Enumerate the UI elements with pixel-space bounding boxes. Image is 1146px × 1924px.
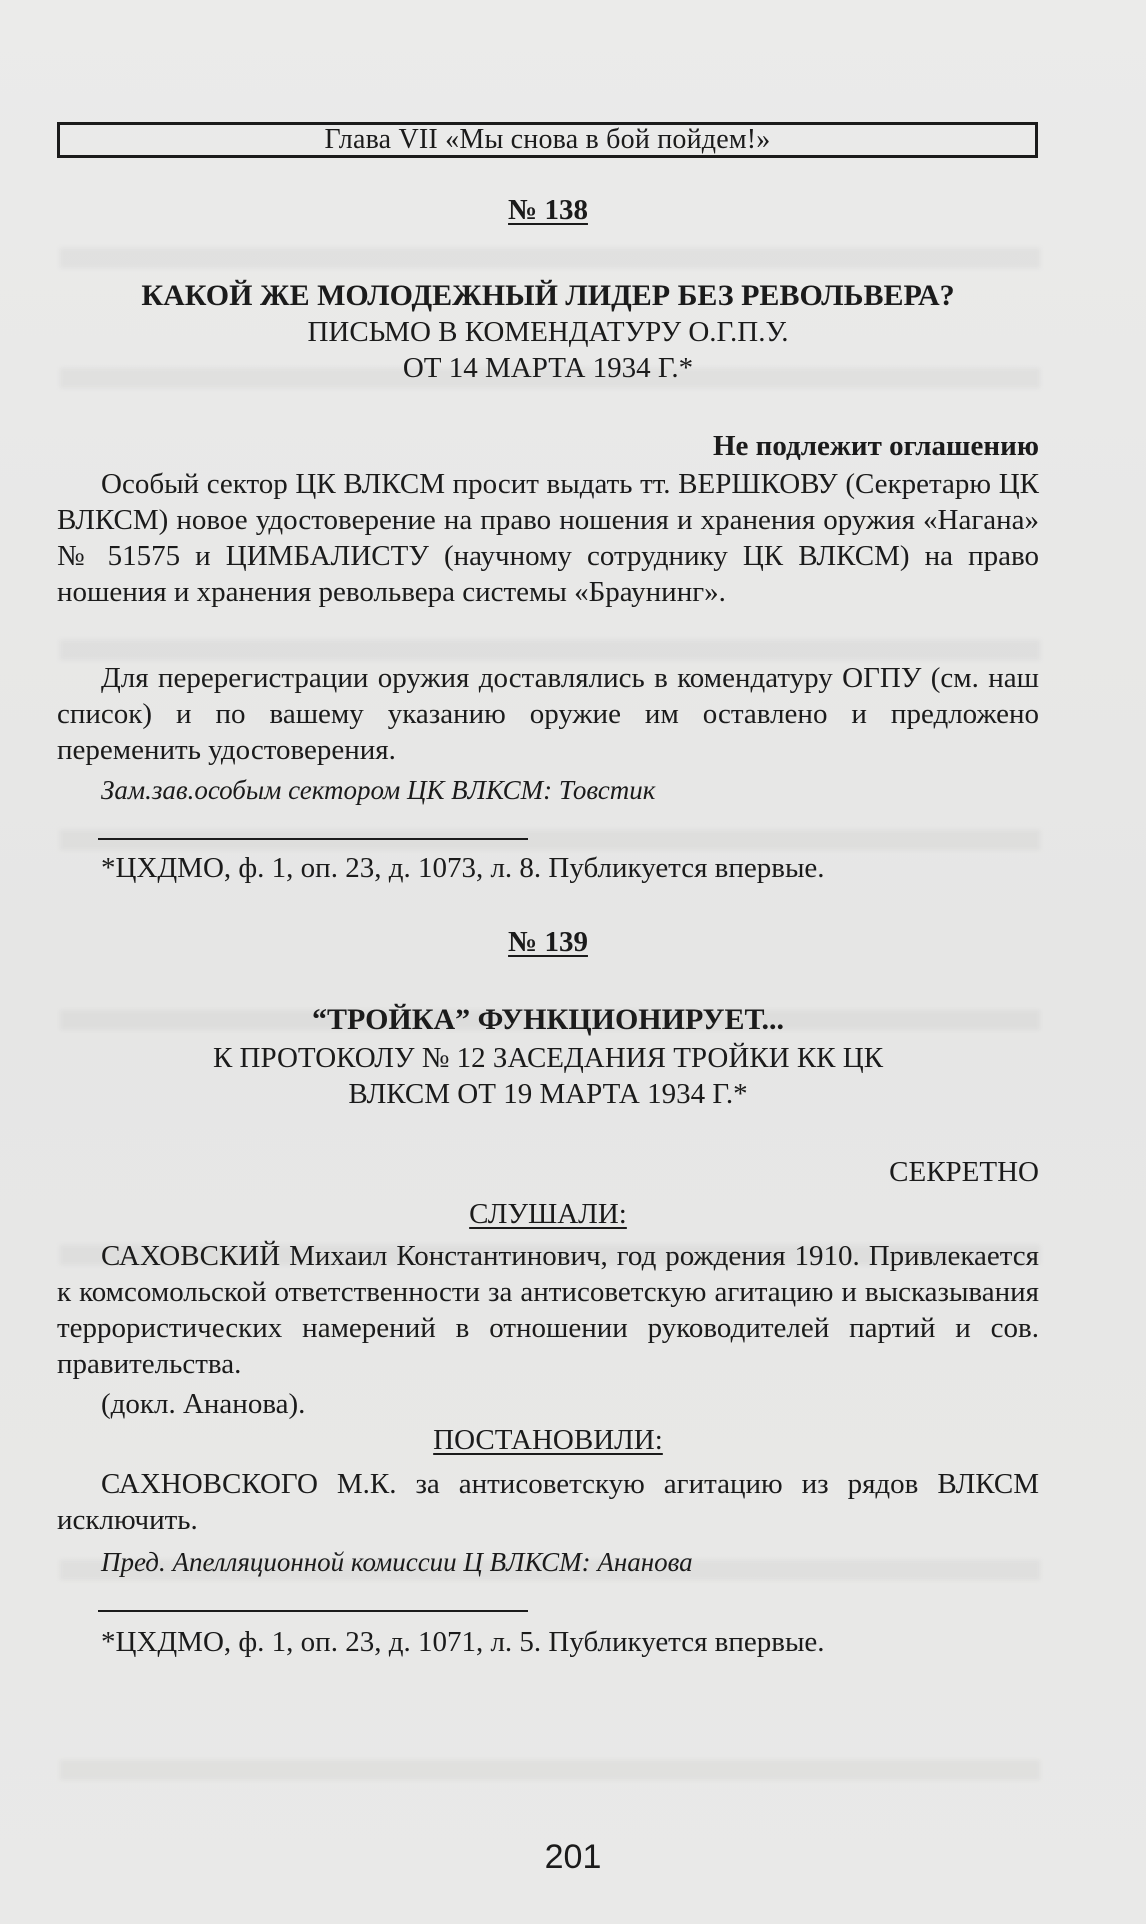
doc-139-subtitle-1: К ПРОТОКОЛУ № 12 ЗАСЕДАНИЯ ТРОЙКИ КК ЦК bbox=[212, 1042, 884, 1074]
doc-139-signature: Пред. Апелляционной комиссии Ц ВЛКСМ: Ананова bbox=[101, 1547, 693, 1577]
decided-text: САХНОВСКОГО М.К. за антисоветскую агитацию из рядов ВЛКСМ исключить. bbox=[57, 1468, 1039, 1536]
doc-139-title: “ТРОЙКА” ФУНКЦИОНИРУЕТ... bbox=[311, 1003, 785, 1036]
heard-text: САХОВСКИЙ Михаил Константинович, год рождения 1910. Привлекается к комсомольской ответственности за антисоветскую агитацию и высказывания террористических намерений в отношении руководителей партий и сов. правительства. bbox=[57, 1240, 1039, 1380]
doc-138-stamp: Не подлежит оглашению bbox=[713, 430, 1039, 462]
page-number: 201 bbox=[544, 1838, 602, 1876]
bleed-through bbox=[60, 640, 1040, 660]
doc-138-paragraph-1: Особый сектор ЦК ВЛКСМ просит выдать тт. ВЕРШКОВУ (Секретарю ЦК ВЛКСМ) новое удостоверение на право ношения и хранения оружия «Нагана» № 51575 и ЦИМБАЛИСТУ (научному сотруднику ЦК ВЛКСМ) на право ношения и хранения револьвера системы «Браунинг». bbox=[57, 468, 1039, 608]
doc-139-stamp: СЕКРЕТНО bbox=[889, 1156, 1039, 1188]
doc-138-subtitle-1: ПИСЬМО В КОМЕНДАТУРУ О.Г.П.У. bbox=[307, 316, 789, 348]
doc-138-title: КАКОЙ ЖЕ МОЛОДЕЖНЫЙ ЛИДЕР БЕЗ РЕВОЛЬВЕРА? bbox=[141, 279, 955, 312]
chapter-title: Глава VII «Мы снова в бой пойдем!» bbox=[324, 124, 771, 155]
bleed-through bbox=[60, 830, 1040, 850]
bleed-through bbox=[60, 248, 1040, 268]
doc-138-footnote: *ЦХДМО, ф. 1, оп. 23, д. 1073, л. 8. Публикуется впервые. bbox=[101, 852, 825, 884]
doc-138-signature: Зам.зав.особым сектором ЦК ВЛКСМ: Товстик bbox=[101, 775, 656, 805]
doc-138-subtitle-2: ОТ 14 МАРТА 1934 Г.* bbox=[402, 352, 694, 384]
chapter-header bbox=[57, 122, 1038, 158]
doc-139-footnote: *ЦХДМО, ф. 1, оп. 23, д. 1071, л. 5. Публикуется впервые. bbox=[101, 1626, 825, 1658]
bleed-through bbox=[60, 1760, 1040, 1780]
footnote-rule bbox=[98, 1610, 528, 1612]
doc-139-subtitle-2: ВЛКСМ ОТ 19 МАРТА 1934 Г.* bbox=[348, 1078, 748, 1110]
decided-label: ПОСТАНОВИЛИ: bbox=[433, 1424, 663, 1456]
doc-138-paragraph-2: Для перерегистрации оружия доставлялись в комендатуру ОГПУ (см. наш список) и по вашему указанию оружие им оставлено и предложено переменить удостоверения. bbox=[57, 662, 1039, 766]
reporter: (докл. Ананова). bbox=[101, 1388, 306, 1420]
doc-139-number: № 139 bbox=[508, 926, 588, 958]
footnote-rule bbox=[98, 838, 528, 840]
heard-label: СЛУШАЛИ: bbox=[469, 1198, 627, 1230]
doc-138-number: № 138 bbox=[508, 194, 588, 226]
